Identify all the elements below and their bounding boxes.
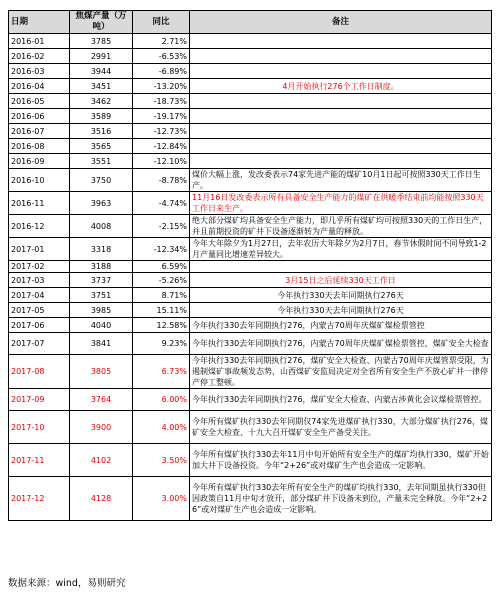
cell-production: 3750 xyxy=(70,169,133,192)
table-row xyxy=(9,49,492,64)
cell-production: 3451 xyxy=(70,79,133,94)
cell-yoy: 15.11% xyxy=(133,303,190,318)
cell-yoy: -12.84% xyxy=(133,139,190,154)
table-row xyxy=(9,192,492,215)
cell-yoy: -2.15% xyxy=(133,215,190,238)
cell-date: 2016-01 xyxy=(9,34,70,49)
cell-date: 2017-12 xyxy=(9,477,70,521)
table-row xyxy=(9,273,492,288)
cell-yoy: 4.00% xyxy=(133,411,190,444)
cell-date: 2017-05 xyxy=(9,303,70,318)
cell-note: 今年执行330天去年同期执行276天 xyxy=(190,288,492,303)
cell-production: 3785 xyxy=(70,34,133,49)
cell-note: 绝大部分煤矿均具备安全生产能力，即几乎所有煤矿均可按照330天的工作日生产，并且前期投资的矿井下设备逐渐转为产量的释放。 xyxy=(190,215,492,238)
table-row xyxy=(9,94,492,109)
cell-note: 今年执行330去年同期执行276，内蒙古70周年庆煤矿煤检票管控 xyxy=(190,318,492,333)
cell-date: 2017-02 xyxy=(9,261,70,273)
cell-date: 2017-03 xyxy=(9,273,70,288)
cell-production: 3900 xyxy=(70,411,133,444)
cell-date: 2016-12 xyxy=(9,215,70,238)
cell-production: 4128 xyxy=(70,477,133,521)
cell-date: 2017-10 xyxy=(9,411,70,444)
header-production: 焦煤产量（万吨） xyxy=(70,11,133,34)
cell-date: 2016-06 xyxy=(9,109,70,124)
cell-note: 3月15日之后延续330天工作日 xyxy=(190,273,492,288)
cell-note: 11月16日发改委表示所有具备安全生产能力的煤矿在供暖季结束前均能按照330天工作日来生产。 xyxy=(190,192,492,215)
cell-note xyxy=(190,94,492,109)
table-row xyxy=(9,477,492,521)
cell-date: 2016-03 xyxy=(9,64,70,79)
table-row xyxy=(9,79,492,94)
cell-production: 3318 xyxy=(70,238,133,261)
cell-production: 4008 xyxy=(70,215,133,238)
cell-production: 3764 xyxy=(70,389,133,411)
cell-date: 2016-07 xyxy=(9,124,70,139)
cell-yoy: 12.58% xyxy=(133,318,190,333)
cell-yoy: -12.34% xyxy=(133,238,190,261)
cell-yoy: 6.00% xyxy=(133,389,190,411)
table-row xyxy=(9,303,492,318)
cell-note xyxy=(190,34,492,49)
cell-note xyxy=(190,64,492,79)
cell-production: 3516 xyxy=(70,124,133,139)
cell-yoy: -19.17% xyxy=(133,109,190,124)
cell-note: 今年所有煤矿执行330去年11月中旬开始所有安全生产的煤矿均执行330，煤矿开始加大井下设备投资。今年“2+26”或对煤矿生产也会造成一定影响。 xyxy=(190,444,492,477)
coking-coal-production-table xyxy=(8,10,492,521)
cell-yoy: -5.26% xyxy=(133,273,190,288)
cell-note: 4月开始执行276个工作日制度。 xyxy=(190,79,492,94)
cell-date: 2017-11 xyxy=(9,444,70,477)
cell-date: 2016-11 xyxy=(9,192,70,215)
cell-yoy: -12.73% xyxy=(133,124,190,139)
cell-production: 3589 xyxy=(70,109,133,124)
cell-production: 3737 xyxy=(70,273,133,288)
cell-date: 2017-06 xyxy=(9,318,70,333)
table-row xyxy=(9,411,492,444)
cell-yoy: 9.23% xyxy=(133,333,190,355)
cell-yoy: 6.73% xyxy=(133,355,190,389)
cell-date: 2016-05 xyxy=(9,94,70,109)
cell-note xyxy=(190,124,492,139)
cell-note: 今年执行330去年同期执行276，煤矿安全大检查、内蒙古70周年庆煤管票受限，为遏制煤矿事故频发态势，山西煤矿安监局决定对全省所有安全生产不放心矿井一律停产停工整顿。 xyxy=(190,355,492,389)
cell-date: 2017-07 xyxy=(9,333,70,355)
cell-yoy: -12.10% xyxy=(133,154,190,169)
table-row xyxy=(9,109,492,124)
table-row xyxy=(9,355,492,389)
table-container xyxy=(8,10,491,521)
cell-date: 2017-08 xyxy=(9,355,70,389)
cell-yoy: 3.00% xyxy=(133,477,190,521)
cell-yoy: 6.59% xyxy=(133,261,190,273)
cell-date: 2017-01 xyxy=(9,238,70,261)
cell-yoy: -8.78% xyxy=(133,169,190,192)
cell-yoy: 2.71% xyxy=(133,34,190,49)
cell-production: 4040 xyxy=(70,318,133,333)
cell-yoy: -6.53% xyxy=(133,49,190,64)
table-row xyxy=(9,124,492,139)
table-row xyxy=(9,169,492,192)
cell-note: 今年大年除夕为1月27日，去年农历大年除夕为2月7日，春节休假时间不同导致1-2月产量同比增速差异较大。 xyxy=(190,238,492,261)
cell-note: 今年所有煤矿执行330去年所有安全生产的煤矿均执行330，去年同期虽执行330但因政策自11月中旬才放开，部分煤矿井下设备未到位，产量未完全释放。今年“2+26”或对煤矿生产也会造成一定影响。 xyxy=(190,477,492,521)
cell-note xyxy=(190,139,492,154)
table-row xyxy=(9,215,492,238)
table-row xyxy=(9,288,492,303)
cell-note xyxy=(190,154,492,169)
table-row xyxy=(9,333,492,355)
table-row xyxy=(9,34,492,49)
cell-note: 煤价大幅上涨，发改委表示74家先进产能的煤矿10月1日起可按照330天工作日生产。 xyxy=(190,169,492,192)
table-row xyxy=(9,154,492,169)
cell-note xyxy=(190,261,492,273)
table-header-row xyxy=(9,11,492,34)
cell-yoy: 3.50% xyxy=(133,444,190,477)
cell-date: 2016-08 xyxy=(9,139,70,154)
data-source-note: 数据来源：wind，易则研究 xyxy=(8,578,126,589)
cell-production: 4102 xyxy=(70,444,133,477)
table-row xyxy=(9,261,492,273)
cell-production: 3805 xyxy=(70,355,133,389)
cell-date: 2016-09 xyxy=(9,154,70,169)
cell-date: 2016-02 xyxy=(9,49,70,64)
table-row xyxy=(9,238,492,261)
cell-note: 今年执行330天去年同期执行276天 xyxy=(190,303,492,318)
cell-note: 今年所有煤矿执行330去年同期仅74家先进煤矿执行330，大部分煤矿执行276，煤矿安全大检查、十九大召开煤矿安全生产备受关注。 xyxy=(190,411,492,444)
cell-note xyxy=(190,49,492,64)
cell-yoy: -6.89% xyxy=(133,64,190,79)
table-row xyxy=(9,389,492,411)
cell-yoy: -4.74% xyxy=(133,192,190,215)
cell-production: 3944 xyxy=(70,64,133,79)
table-row xyxy=(9,139,492,154)
cell-production: 3462 xyxy=(70,94,133,109)
cell-date: 2017-04 xyxy=(9,288,70,303)
header-yoy: 同比 xyxy=(133,11,190,34)
cell-production: 3841 xyxy=(70,333,133,355)
table-row xyxy=(9,444,492,477)
cell-note xyxy=(190,109,492,124)
cell-production: 3963 xyxy=(70,192,133,215)
header-note: 备注 xyxy=(190,11,492,34)
table-row xyxy=(9,64,492,79)
cell-production: 3985 xyxy=(70,303,133,318)
cell-production: 3751 xyxy=(70,288,133,303)
cell-date: 2017-09 xyxy=(9,389,70,411)
cell-note: 今年执行330去年同期执行276，煤矿安全大检查、内蒙古涉黄化会议煤检票管控。 xyxy=(190,389,492,411)
cell-note: 今年执行330去年同期执行276，内蒙古70周年庆煤矿煤检票管控，煤矿安全大检查 xyxy=(190,333,492,355)
cell-yoy: 8.71% xyxy=(133,288,190,303)
cell-production: 3188 xyxy=(70,261,133,273)
cell-date: 2016-04 xyxy=(9,79,70,94)
cell-yoy: -18.73% xyxy=(133,94,190,109)
cell-production: 3565 xyxy=(70,139,133,154)
cell-production: 3551 xyxy=(70,154,133,169)
cell-production: 2991 xyxy=(70,49,133,64)
cell-date: 2016-10 xyxy=(9,169,70,192)
cell-yoy: -13.20% xyxy=(133,79,190,94)
header-date: 日期 xyxy=(9,11,70,34)
table-row xyxy=(9,318,492,333)
